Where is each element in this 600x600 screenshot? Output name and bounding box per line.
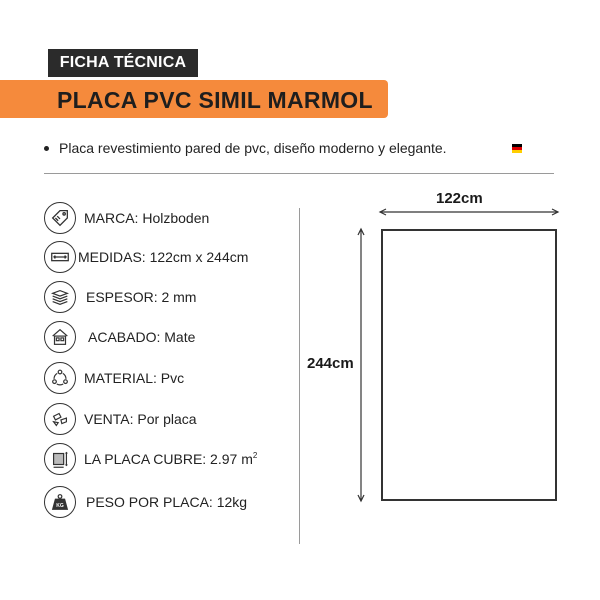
panel-pieces-icon <box>44 403 76 435</box>
material-cycle-icon <box>44 362 76 394</box>
spec-row-venta <box>44 401 197 437</box>
spec-row-espesor <box>44 279 196 315</box>
spec-label: VENTA: Por placa <box>84 411 197 427</box>
spec-row-marca <box>44 200 209 236</box>
height-arrow-top <box>358 229 364 235</box>
spec-superscript: 2 <box>252 451 258 460</box>
width-arrow-right <box>552 209 558 215</box>
stacked-layers-icon <box>44 281 76 313</box>
page-title: PLACA PVC SIMIL MARMOL <box>57 87 373 113</box>
spec-row-acabado <box>44 319 195 355</box>
weight-kg-icon <box>44 486 76 518</box>
germany-flag-icon <box>512 144 522 153</box>
bullet-icon <box>44 146 49 151</box>
plate-height-label: 244cm <box>307 355 354 372</box>
spec-row-cubre <box>44 441 257 477</box>
spec-row-medidas <box>44 239 248 275</box>
ficha-tecnica-badge: FICHA TÉCNICA <box>48 49 198 77</box>
spec-label: PESO POR PLACA: 12kg <box>86 494 248 510</box>
spec-row-material <box>44 360 184 396</box>
house-finish-icon <box>44 321 76 353</box>
spec-label: MEDIDAS: 122cm x 244cm <box>78 249 249 265</box>
divider-horizontal <box>44 173 554 174</box>
plate-diagram <box>381 229 557 501</box>
width-measure-icon <box>44 241 76 273</box>
intro-line <box>44 140 447 156</box>
weight-kg-text: KG <box>56 503 64 510</box>
spec-label: MATERIAL: Pvc <box>84 370 185 386</box>
area-coverage-icon <box>44 443 76 475</box>
width-arrow-left <box>380 209 386 215</box>
spec-label: MARCA: Holzboden <box>84 210 210 226</box>
spec-label: ESPESOR: 2 mm <box>86 289 197 305</box>
height-arrow-bottom <box>358 495 364 501</box>
plate-width-label: 122cm <box>436 190 483 207</box>
spec-label: LA PLACA CUBRE: 2.97 $m^2$ <box>84 451 258 467</box>
price-tag-icon <box>44 202 76 234</box>
divider-vertical <box>299 208 300 544</box>
spec-label: ACABADO: Mate <box>88 329 196 345</box>
intro-text: Placa revestimiento pared de pvc, diseño moderno y elegante. <box>59 140 447 156</box>
spec-row-peso <box>44 484 247 520</box>
